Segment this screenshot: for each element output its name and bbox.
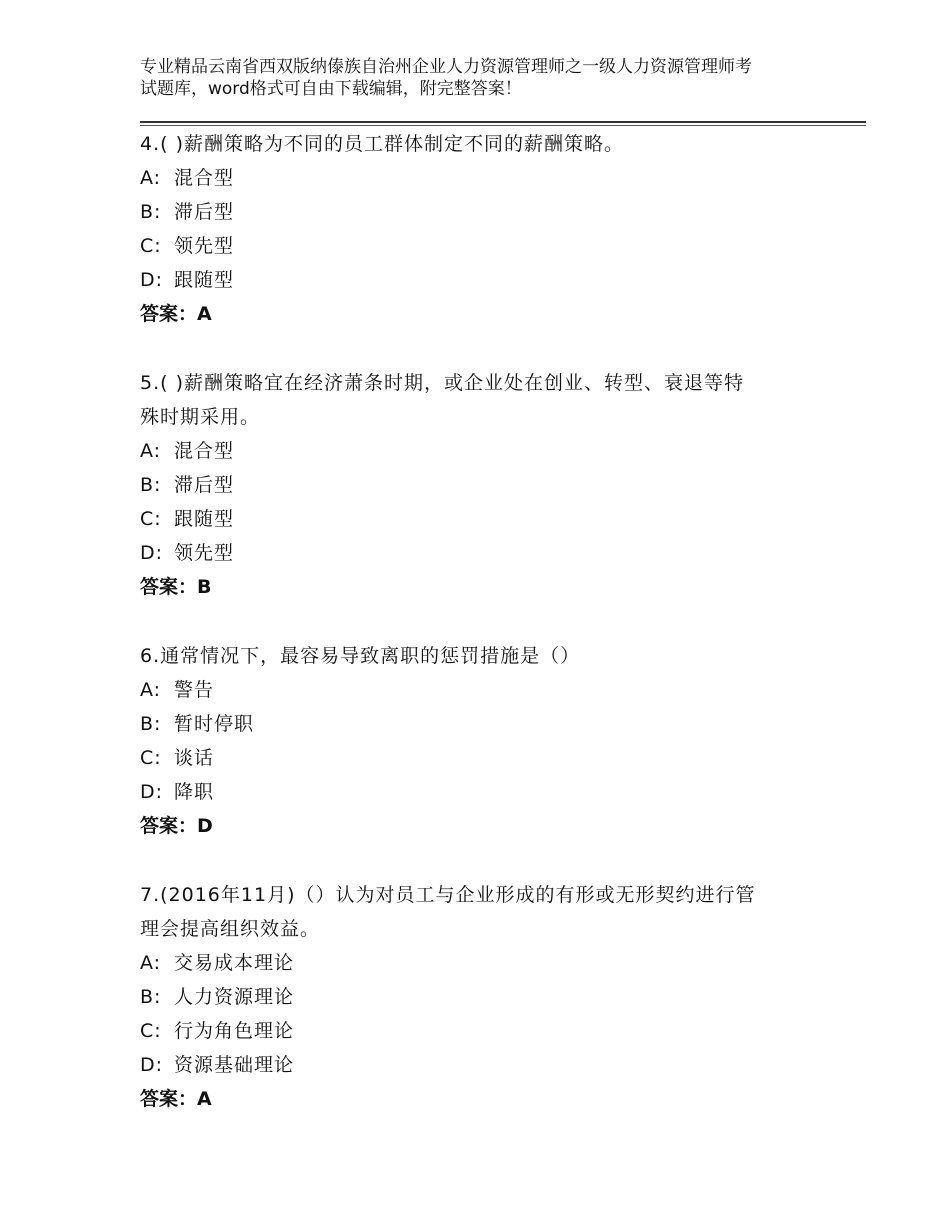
option-text: 交易成本理论 <box>174 952 295 974</box>
answer-label: 答案： <box>140 576 198 598</box>
header-line-2: 试题库，word格式可自由下载编辑，附完整答案！ <box>140 79 522 99</box>
option-letter: C: <box>140 747 162 769</box>
question-7 <box>140 878 840 1116</box>
question-text: 6.通常情况下，最容易导致离职的惩罚措施是（） <box>140 645 581 667</box>
header-rule-thick <box>140 121 866 123</box>
option-d <box>140 536 840 570</box>
option-d <box>140 775 840 809</box>
option-text: 暂时停职 <box>174 713 255 735</box>
option-c <box>140 1014 840 1048</box>
option-letter: D: <box>140 542 164 564</box>
option-text: 资源基础理论 <box>174 1054 295 1076</box>
option-text: 混合型 <box>174 167 235 189</box>
option-letter: C: <box>140 508 162 530</box>
option-letter: D: <box>140 269 164 291</box>
option-a <box>140 161 840 195</box>
option-letter: C: <box>140 235 162 257</box>
question-text: 4.( )薪酬策略为不同的员工群体制定不同的薪酬策略。 <box>140 133 624 155</box>
header-rule-thin <box>140 125 866 126</box>
answer-label: 答案： <box>140 1088 198 1110</box>
answer-line <box>140 297 840 331</box>
option-text: 领先型 <box>174 235 235 257</box>
option-text: 跟随型 <box>174 269 235 291</box>
option-letter: B: <box>140 474 162 496</box>
question-6 <box>140 639 840 843</box>
answer-line <box>140 570 840 604</box>
answer-value: A <box>197 1088 212 1110</box>
option-letter: A: <box>140 952 162 974</box>
option-text: 跟随型 <box>174 508 235 530</box>
question-text: 7.(2016年11月)（）认为对员工与企业形成的有形或无形契约进行管 <box>140 884 756 906</box>
option-letter: D: <box>140 1054 164 1076</box>
option-letter: A: <box>140 167 162 189</box>
option-letter: B: <box>140 986 162 1008</box>
option-text: 谈话 <box>174 747 215 769</box>
option-letter: B: <box>140 201 162 223</box>
document-header <box>140 56 840 100</box>
option-b <box>140 980 840 1014</box>
option-a <box>140 946 840 980</box>
option-d <box>140 263 840 297</box>
option-letter: C: <box>140 1020 162 1042</box>
option-b <box>140 468 840 502</box>
option-b <box>140 195 840 229</box>
question-4 <box>140 127 840 331</box>
question-text-continued: 殊时期采用。 <box>140 406 261 428</box>
option-c <box>140 741 840 775</box>
option-a <box>140 673 840 707</box>
option-letter: A: <box>140 440 162 462</box>
answer-label: 答案： <box>140 815 198 837</box>
option-text: 降职 <box>174 781 215 803</box>
question-text: 5.( )薪酬策略宜在经济萧条时期，或企业处在创业、转型、衰退等特 <box>140 372 744 394</box>
option-letter: B: <box>140 713 162 735</box>
option-text: 滞后型 <box>174 201 235 223</box>
option-letter: D: <box>140 781 164 803</box>
answer-value: D <box>197 815 213 837</box>
option-text: 人力资源理论 <box>174 986 295 1008</box>
header-line-1: 专业精品云南省西双版纳傣族自治州企业人力资源管理师之一级人力资源管理师考 <box>140 57 752 77</box>
answer-value: B <box>197 576 212 598</box>
answer-line <box>140 1082 840 1116</box>
option-text: 领先型 <box>174 542 235 564</box>
option-text: 行为角色理论 <box>174 1020 295 1042</box>
option-c <box>140 229 840 263</box>
option-text: 滞后型 <box>174 474 235 496</box>
option-text: 警告 <box>174 679 215 701</box>
option-a <box>140 434 840 468</box>
answer-label: 答案： <box>140 303 198 325</box>
option-b <box>140 707 840 741</box>
option-d <box>140 1048 840 1082</box>
answer-value: A <box>197 303 212 325</box>
option-text: 混合型 <box>174 440 235 462</box>
question-text-continued: 理会提高组织效益。 <box>140 918 321 940</box>
question-5 <box>140 366 840 604</box>
option-letter: A: <box>140 679 162 701</box>
option-c <box>140 502 840 536</box>
answer-line <box>140 809 840 843</box>
